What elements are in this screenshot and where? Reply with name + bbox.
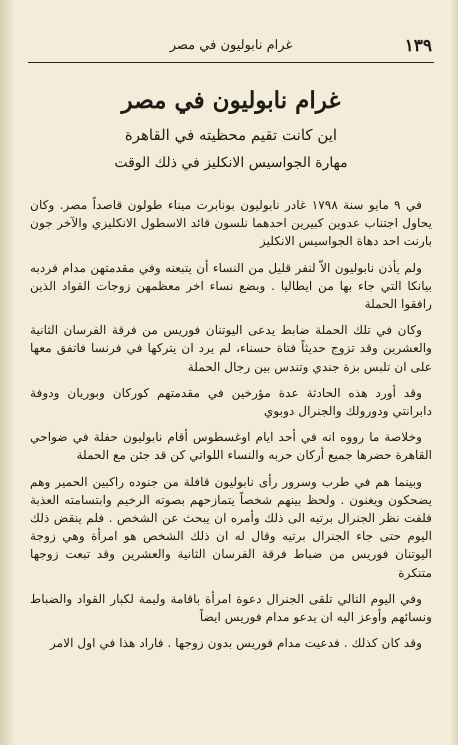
paragraph: وفي اليوم التالي تلقى الجنرال دعوة امرأة باقامة وليمة لكبار القواد والضباط ونسائهم وأوعز اليه ان يدعو مدام فوريس ايضاً	[30, 591, 432, 625]
paragraph: وقد أورد هذه الحادثة عدة مؤرخين في مقدمتهم كوركان وبوريان ودوفة دابرانتي ودورولك والجنرال دوبوي	[30, 385, 432, 419]
article-title: غرام نابوليون في مصر	[121, 87, 341, 114]
paragraph: وبينما هم في طرب وسرور رأى نابوليون قافلة من جنوده راكبين الحمير وهم يضحكون ويغنون . ولحظ بينهم شخصاً يتمازحهم بصوته الرخيم وابتسامته العذبة فلفت نظر الجنرال برتيه الى ذلك وأمره ان يبحث عن الشخص . فلم ينقض ذلك اليوم حتى جاء الجنرال برتيه وقال له ان ذلك الشخص هو امرأة وهي زوجة اليوتنان فوريس من ضباط فرقة الفرسان الثانية والعشرين وقد تبعت زوجها متنكرة	[30, 474, 432, 580]
article-body	[30, 196, 432, 652]
article-title-block	[30, 84, 432, 174]
paragraph: وكان في تلك الحملة ضابط يدعى اليوتنان فوريس من فرقة الفرسان الثانية والعشرين وقد تزوج حديثاً فتاة حسناء، لم يرد ان يتركها في فرنسا فاتفق معها على ان تلبس بزة جندي وتندس بين رجال الحملة	[30, 323, 432, 374]
page-number: ١٣٩	[404, 36, 432, 56]
running-title: غرام نابوليون في مصر	[169, 38, 293, 53]
header-rule	[28, 62, 434, 63]
paragraph: وخلاصة ما رووه انه في أحد ايام اوغسطوس أقام نابوليون حفلة في ضواحي القاهرة حضرها جميع أركان حربه والنساء اللواتي كن قد جئن مع الحملة	[30, 430, 432, 463]
article-subtitle: اين كانت تقيم محظيته في القاهرة	[124, 126, 338, 144]
paragraph: وقد كان كذلك . فدعيت مدام فوريس بدون زوجها . فاراد هذا في اول الامر	[49, 636, 422, 651]
running-header	[30, 36, 432, 60]
paragraph: ولم يأذن نابوليون الاّ لنفر قليل من النساء أن يتبعنه وفي مقدمتهن مدام فردبه بيانكا التي جاء بها من ايطاليا . وبضع نساء اخر معظمهن زوجات القواد الذين رافقوا الحملة	[30, 260, 432, 312]
paragraph: في ٩ مايو سنة ١٧٩٨ غادر نابوليون بونابرت ميناء طولون قاصداً مصر. وكان يحاول اجتناب عدوين كبيرين احدهما نلسون قائد الاسطول الانكليزي والآخر جون بارنت احد دهاة الجواسيس الانكليز	[30, 198, 432, 249]
article-subheading: مهارة الجواسيس الانكليز في ذلك الوقت	[114, 155, 348, 171]
